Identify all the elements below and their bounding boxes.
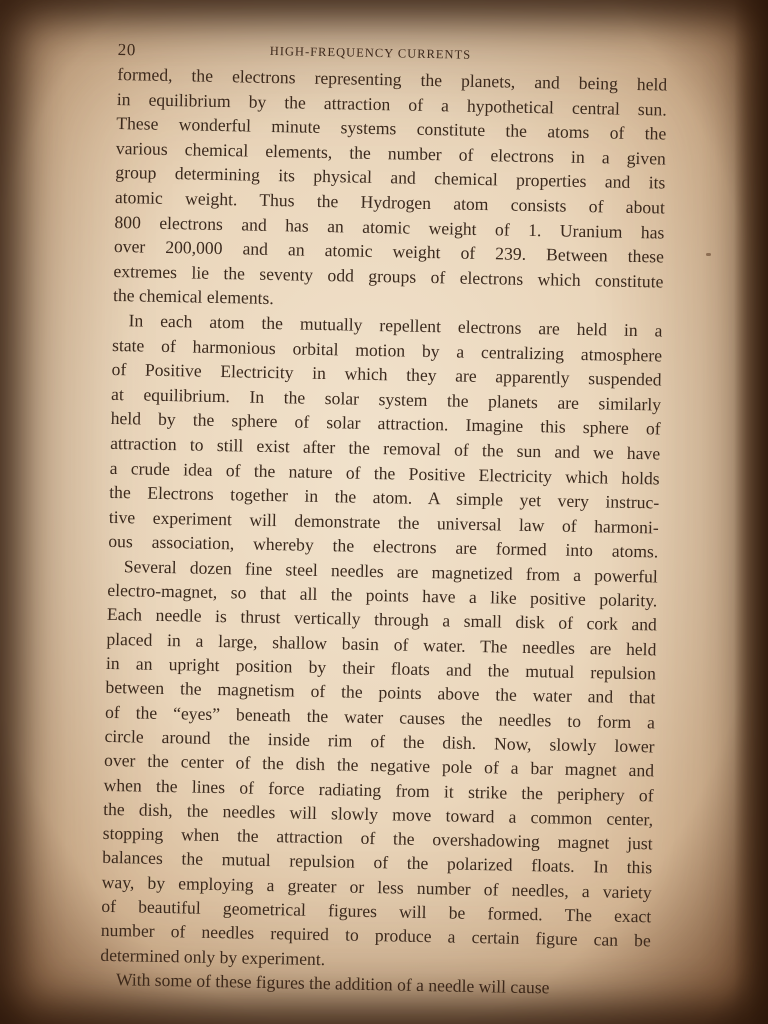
text-line: Several dozen fine steel needles are magnetized from a powerful (123, 556, 658, 587)
text-line: various chemical elements, the number of electrons in a given (115, 137, 666, 169)
text-line: number of needles required to produce a certain figure can be (100, 920, 651, 951)
text-line: formed, the electrons representing the planets, and being held (117, 63, 668, 95)
text-line: way, by employing a greater or less number of needles, a variety (101, 871, 652, 903)
text-line: atomic weight. Thus the Hydrogen atom consists of about (114, 186, 666, 218)
text-line: 800 electrons and has an atomic weight of 1. Uranium has (114, 211, 665, 243)
text-line: placed in a large, shallow basin of water. The needles are held (106, 628, 657, 660)
text-line: a crude idea of the nature of the Positive Electricity which holds (109, 457, 660, 488)
text-line: in equilibrium by the attraction of a hypothetical central sun. (116, 88, 667, 120)
page-number: 20 (117, 39, 137, 60)
text-line: of Positive Electricity in which they are apparently suspended (111, 359, 662, 390)
text-line: tive experiment will demonstrate the universal law of harmoni- (108, 506, 659, 538)
text-line: extremes lie the seventy odd groups of electrons which constitute (113, 260, 664, 292)
running-title: HIGH-FREQUENCY CURRENTS (269, 43, 472, 62)
text-line: determined only by experiment. (100, 944, 326, 969)
body-text (100, 62, 668, 1002)
text-line: the Electrons together in the atom. A simple yet very instruc- (109, 482, 660, 513)
text-line: circle around the inside rim of the dish. Now, slowly lower (104, 725, 655, 757)
paragraph-2 (108, 308, 663, 564)
text-line: the dish, the needles will slowly move toward a common center, (103, 798, 654, 830)
text-line: attraction to still exist after the removal of the sun and we have (110, 432, 661, 464)
text-line: These wonderful minute systems constitute the atoms of the (116, 113, 667, 144)
book-spine-shadow (734, 0, 768, 1024)
text-line: the chemical elements. (112, 285, 274, 309)
text-line: over the center of the dish the negative pole of a bar magnet and (103, 750, 655, 781)
text-line: of the “eyes” beneath the water causes the needles to form a (104, 701, 656, 733)
text-line: balances the mutual repulsion of the polarized floats. In this (102, 847, 653, 878)
text-line: In each atom the mutually repellent electrons are held in a (128, 310, 663, 341)
text-line: state of harmonious orbital motion by a centralizing atmosphere (111, 334, 663, 366)
text-line: between the magnetism of the points above the water and that (105, 677, 656, 708)
text-line: held by the sphere of solar attraction. Imagine this sphere of (110, 408, 661, 439)
text-line: group determining its physical and chemical properties and its (115, 162, 666, 193)
paragraph-3 (100, 554, 658, 978)
book-page (100, 38, 668, 1002)
text-line: at equilibrium. In the solar system the planets are similarly (110, 383, 662, 415)
text-line: over 200,000 and an atomic weight of 239. Between these (113, 236, 665, 267)
page-blemish (706, 253, 711, 256)
text-line: when the lines of force radiating from it strike the periphery of (103, 774, 654, 805)
text-line: of beautiful geometrical figures will be formed. The exact (101, 895, 652, 927)
text-line: Each needle is thrust vertically through a small disk of cork and (106, 604, 658, 635)
paragraph-1 (113, 62, 668, 318)
text-line: electro-magnet, so that all the points have a like positive polarity. (107, 580, 658, 611)
text-line: With some of these figures the addition of a needle will cause (115, 969, 550, 998)
text-line: in an upright position by their floats and the mutual repulsion (105, 652, 657, 684)
text-line: stopping when the attraction of the overshadowing magnet just (102, 822, 653, 854)
text-line: ous association, whereby the electrons are formed into atoms. (108, 531, 659, 562)
